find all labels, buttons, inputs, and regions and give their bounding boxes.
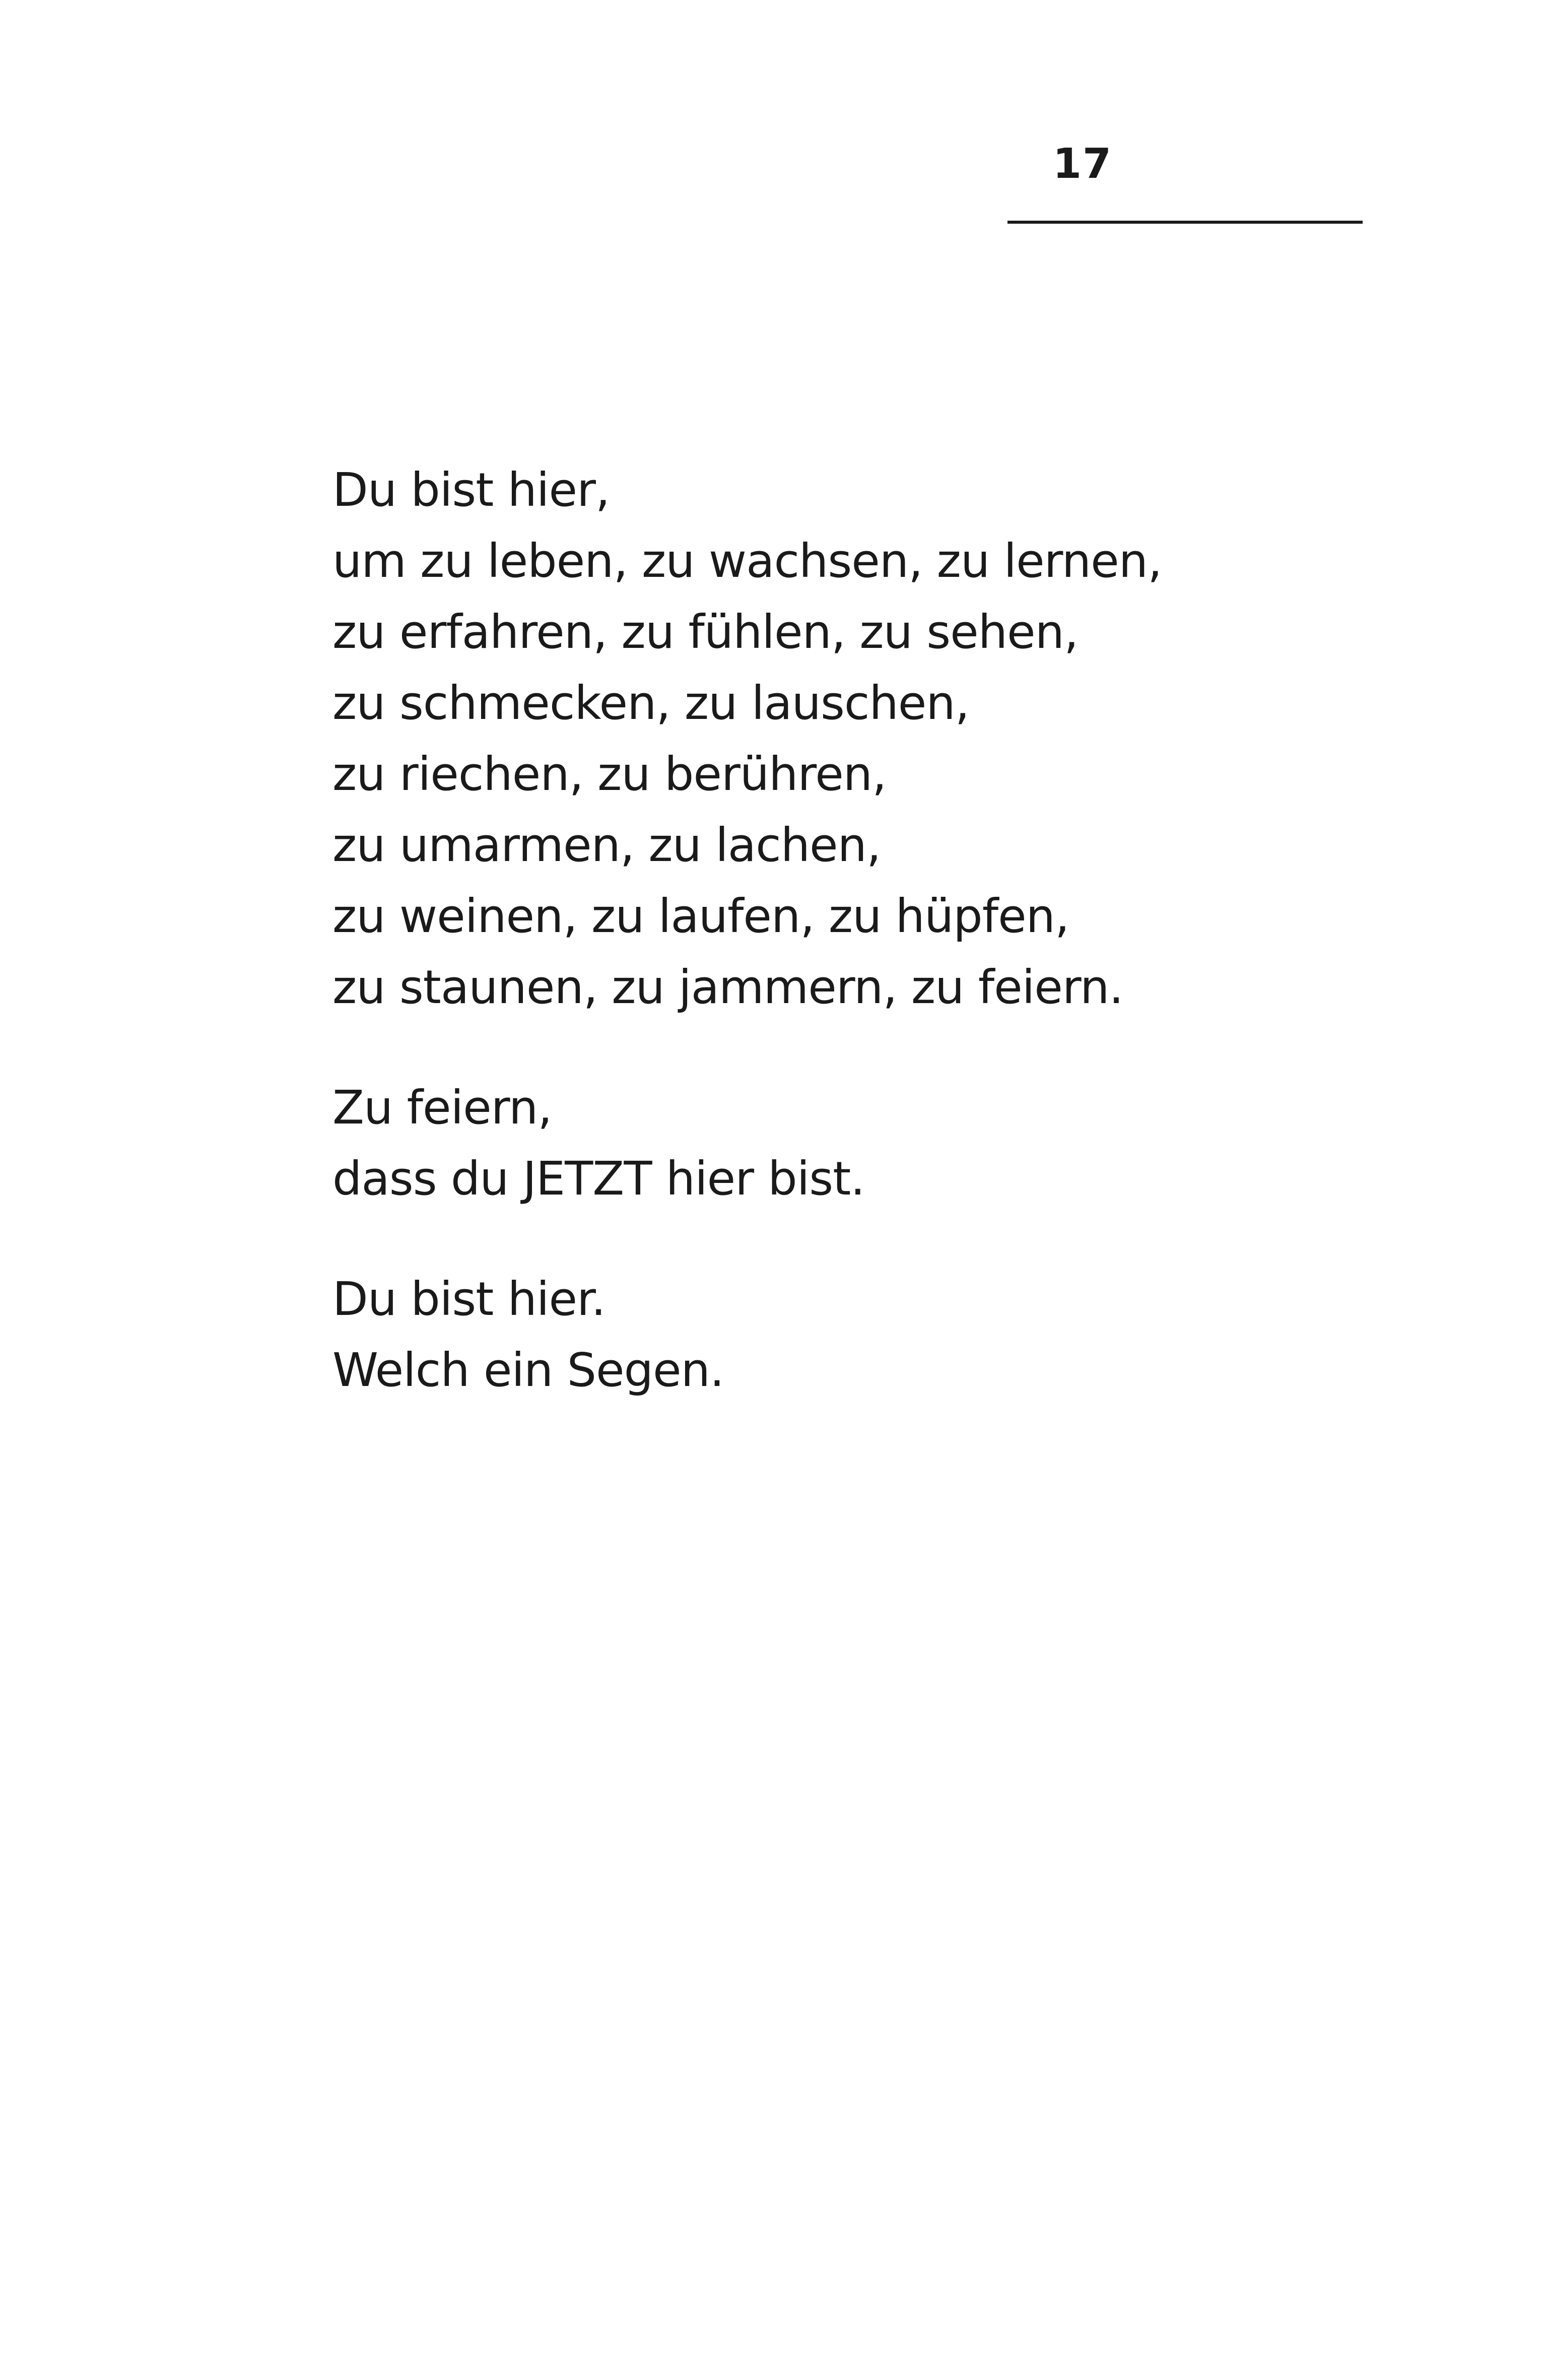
stanza-2 [332,1072,1340,1214]
poem-line: zu umarmen, zu lachen, [332,818,881,872]
poem-line: um zu leben, zu wachsen, zu lernen, [332,534,1162,588]
poem-line: zu staunen, zu jammern, zu feiern. [332,960,1123,1014]
poem-line: dass du JETZT hier bist. [332,1152,865,1206]
poem-line: zu weinen, zu laufen, zu hüpfen, [332,889,1069,943]
page-number: 17 [1053,140,1113,188]
poem-line: zu schmecken, zu lauschen, [332,676,969,730]
poem-line: Welch ein Segen. [332,1343,724,1397]
poem-line: Zu feiern, [332,1081,552,1135]
stanza-3 [332,1264,1340,1406]
poem-line: Du bist hier, [332,463,610,517]
poem-line: Du bist hier. [332,1272,606,1326]
header-rule [1007,221,1363,224]
poem [332,454,1340,1406]
stanza-1 [332,454,1340,1023]
poem-line: zu riechen, zu berühren, [332,747,887,801]
poem-line: zu erfahren, zu fühlen, zu sehen, [332,605,1079,659]
